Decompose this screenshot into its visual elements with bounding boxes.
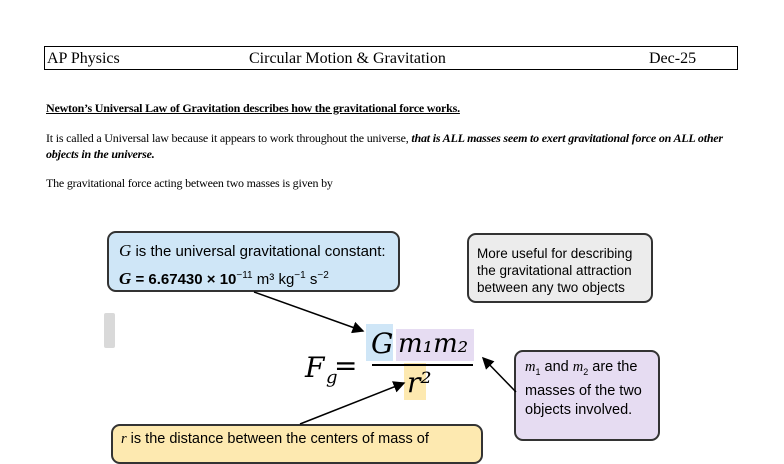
usefulness-callout: More useful for describing the gravitational attraction between any two objects bbox=[467, 233, 653, 303]
equals-sign: = bbox=[334, 349, 358, 382]
constant-value: = 6.67430 × 10 bbox=[131, 271, 237, 288]
intro-emphasis: that is ALL masses seem to exert gravitational force on ALL other objects in the universe. bbox=[46, 131, 723, 161]
course-name: AP Physics bbox=[47, 50, 120, 67]
arrow-to-r bbox=[300, 383, 404, 424]
masses-description: are the masses of the two objects involved. bbox=[525, 359, 642, 418]
mass1-symbol: m bbox=[525, 359, 536, 375]
distance-description: is the distance between the centers of mass of bbox=[126, 431, 429, 447]
equation-denominator: r² bbox=[407, 366, 432, 399]
force-subscript: g bbox=[326, 367, 338, 388]
intro-plain: It is called a Universal law because it appears to work throughout the universe, bbox=[46, 131, 412, 145]
mass1-subscript: 1 bbox=[535, 366, 541, 377]
force-sentence: The gravitational force acting between two masses is given by bbox=[46, 176, 333, 190]
constant-exponent: −11 bbox=[236, 270, 253, 281]
force-symbol: F bbox=[305, 351, 325, 384]
equation-G: G bbox=[371, 327, 394, 360]
section-title: Newton’s Universal Law of Gravitation describes how the gravitational force works. bbox=[46, 101, 460, 115]
date-label: Dec-25 bbox=[649, 50, 697, 67]
constant-symbol: G bbox=[119, 241, 132, 260]
arrow-to-masses bbox=[483, 358, 516, 392]
arrow-to-G bbox=[254, 292, 363, 331]
mass2-subscript: 2 bbox=[583, 366, 589, 377]
constant-units: m³ kg bbox=[252, 271, 295, 288]
masses-and: and bbox=[540, 359, 573, 375]
units-exponent-s: −2 bbox=[317, 270, 329, 281]
equation-numerator: m₁m₂ bbox=[398, 329, 469, 359]
units-seconds: s bbox=[305, 271, 318, 288]
unit-title: Circular Motion & Gravitation bbox=[249, 50, 446, 67]
constant-description-text: is the universal gravitational constant: bbox=[131, 243, 386, 260]
distance-symbol: r bbox=[121, 431, 127, 447]
mass2-symbol: m bbox=[572, 359, 584, 375]
constant-value-symbol: G bbox=[119, 269, 132, 288]
units-exponent-kg: −1 bbox=[294, 270, 306, 281]
